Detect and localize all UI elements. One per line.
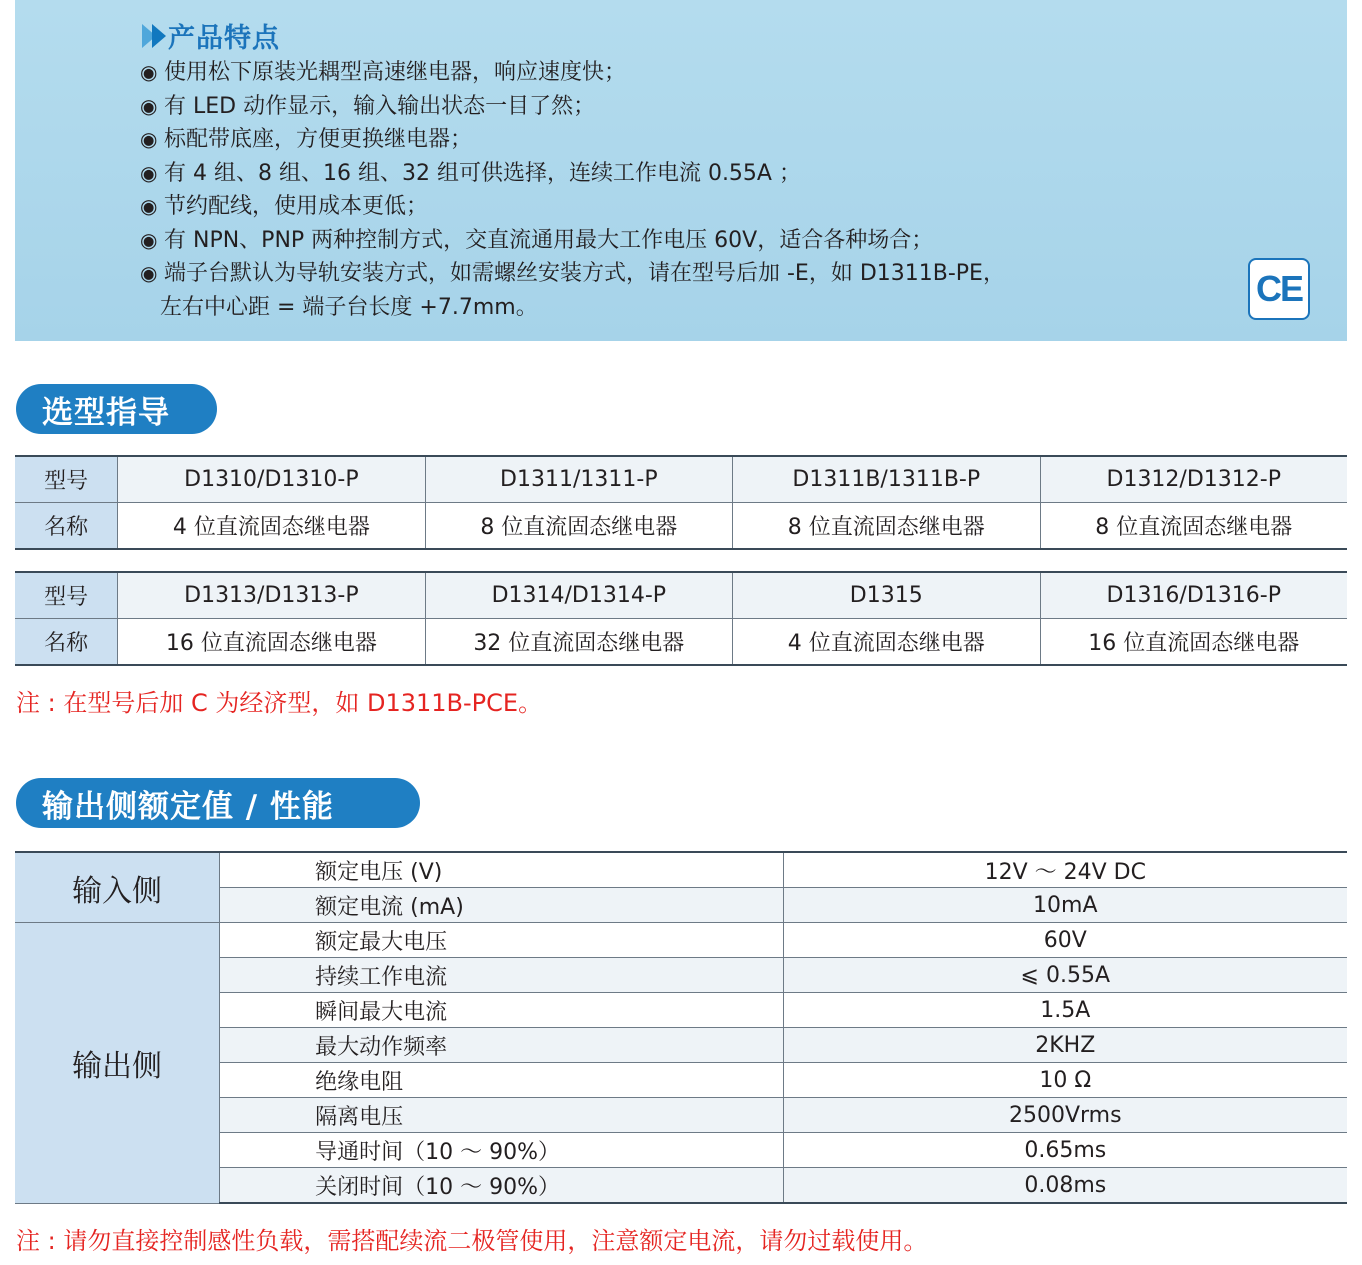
name-label: 名称 xyxy=(15,619,118,666)
feature-text: 使用松下原装光耦型高速继电器，响应速度快； xyxy=(164,60,627,85)
param-value: 1.5A xyxy=(783,993,1347,1028)
param-name: 绝缘电阻 xyxy=(220,1063,783,1098)
param-value: 0.65ms xyxy=(783,1133,1347,1168)
selection-section-title: 选型指导 xyxy=(16,384,217,434)
param-value: ⩽ 0.55A xyxy=(783,958,1347,993)
feature-item xyxy=(140,224,1005,258)
selection-table-1 xyxy=(15,455,1347,550)
bullet-icon: ◉ xyxy=(140,127,158,151)
param-value: 2500Vrms xyxy=(783,1098,1347,1133)
bullet-icon: ◉ xyxy=(140,227,158,252)
param-name: 瞬间最大电流 xyxy=(220,993,783,1028)
param-name: 关闭时间（10 ～ 90%） xyxy=(220,1168,783,1204)
model-cell: D1310/D1310-P xyxy=(118,456,425,503)
feature-item xyxy=(140,190,1005,224)
bullet-icon: ◉ xyxy=(140,60,158,84)
bullet-icon: ◉ xyxy=(140,160,158,185)
model-label: 型号 xyxy=(15,572,118,619)
features-list xyxy=(140,56,1005,324)
param-name: 持续工作电流 xyxy=(220,958,783,993)
name-cell: 8 位直流固态继电器 xyxy=(1040,503,1347,550)
feature-item xyxy=(140,123,1005,157)
bullet-icon: ◉ xyxy=(140,93,158,118)
selection-note: 注 : 在型号后加 C 为经济型，如 D1311B-PCE。 xyxy=(16,689,543,717)
model-cell: D1311/1311-P xyxy=(425,456,732,503)
param-name: 额定电压 (V) xyxy=(220,852,783,888)
name-cell: 8 位直流固态继电器 xyxy=(733,503,1040,550)
name-cell: 4 位直流固态继电器 xyxy=(733,619,1040,666)
ce-mark-logo: CE xyxy=(1248,258,1310,320)
feature-text: 端子台默认为导轨安装方式，如需螺丝安装方式，请在型号后加 -E，如 D1311B-PE， xyxy=(164,261,1005,286)
param-value: 0.08ms xyxy=(783,1168,1347,1204)
model-row xyxy=(15,456,1347,503)
selection-table-2 xyxy=(15,571,1347,666)
bullet-icon: ◉ xyxy=(140,261,158,285)
param-value: 10mA xyxy=(783,888,1347,923)
param-name: 额定电流 (mA) xyxy=(220,888,783,923)
feature-item xyxy=(140,90,1005,124)
feature-item xyxy=(140,56,1005,90)
feature-text: 节约配线，使用成本更低； xyxy=(164,194,429,219)
name-cell: 8 位直流固态继电器 xyxy=(425,503,732,550)
ratings-row xyxy=(15,923,1347,958)
feature-continuation: 左右中心距 = 端子台长度 +7.7mm。 xyxy=(160,294,538,320)
model-cell: D1315 xyxy=(733,572,1040,619)
ratings-table xyxy=(15,851,1347,1204)
input-side-label: 输入侧 xyxy=(15,852,220,923)
param-name: 导通时间（10 ～ 90%） xyxy=(220,1133,783,1168)
param-name: 最大动作频率 xyxy=(220,1028,783,1063)
bullet-icon: ◉ xyxy=(140,194,158,218)
model-cell: D1314/D1314-P xyxy=(425,572,732,619)
model-row xyxy=(15,572,1347,619)
ratings-note: 注 : 请勿直接控制感性负载，需搭配续流二极管使用，注意额定电流，请勿过载使用。 xyxy=(16,1227,928,1255)
param-name: 隔离电压 xyxy=(220,1098,783,1133)
model-label: 型号 xyxy=(15,456,118,503)
feature-text: 有 4 组、8 组、16 组、32 组可供选择，连续工作电流 0.55A ； xyxy=(164,160,801,186)
feature-text: 标配带底座，方便更换继电器； xyxy=(164,127,473,152)
model-cell: D1316/D1316-P xyxy=(1040,572,1347,619)
name-cell: 16 位直流固态继电器 xyxy=(118,619,425,666)
feature-text: 有 NPN、PNP 两种控制方式，交直流通用最大工作电压 60V，适合各种场合； xyxy=(164,227,934,253)
features-panel xyxy=(15,0,1347,341)
name-cell: 32 位直流固态继电器 xyxy=(425,619,732,666)
name-label: 名称 xyxy=(15,503,118,550)
name-cell: 4 位直流固态继电器 xyxy=(118,503,425,550)
double-arrow-icon xyxy=(142,24,162,48)
name-row xyxy=(15,619,1347,666)
param-value: 2KHZ xyxy=(783,1028,1347,1063)
model-cell: D1313/D1313-P xyxy=(118,572,425,619)
name-cell: 16 位直流固态继电器 xyxy=(1040,619,1347,666)
param-name: 额定最大电压 xyxy=(220,923,783,958)
param-value: 12V ～ 24V DC xyxy=(783,852,1347,888)
param-value: 60V xyxy=(783,923,1347,958)
name-row xyxy=(15,503,1347,550)
param-value: 10 Ω xyxy=(783,1063,1347,1098)
features-title: 产品特点 xyxy=(168,23,280,54)
features-heading xyxy=(142,16,280,55)
ratings-row xyxy=(15,852,1347,888)
model-cell: D1311B/1311B-P xyxy=(733,456,1040,503)
feature-text: 有 LED 动作显示，输入输出状态一目了然； xyxy=(164,93,596,119)
feature-item xyxy=(140,157,1005,191)
output-side-label: 输出侧 xyxy=(15,923,220,1204)
feature-item xyxy=(140,257,1005,291)
ratings-section-title: 输出侧额定值 / 性能 xyxy=(16,778,420,828)
model-cell: D1312/D1312-P xyxy=(1040,456,1347,503)
